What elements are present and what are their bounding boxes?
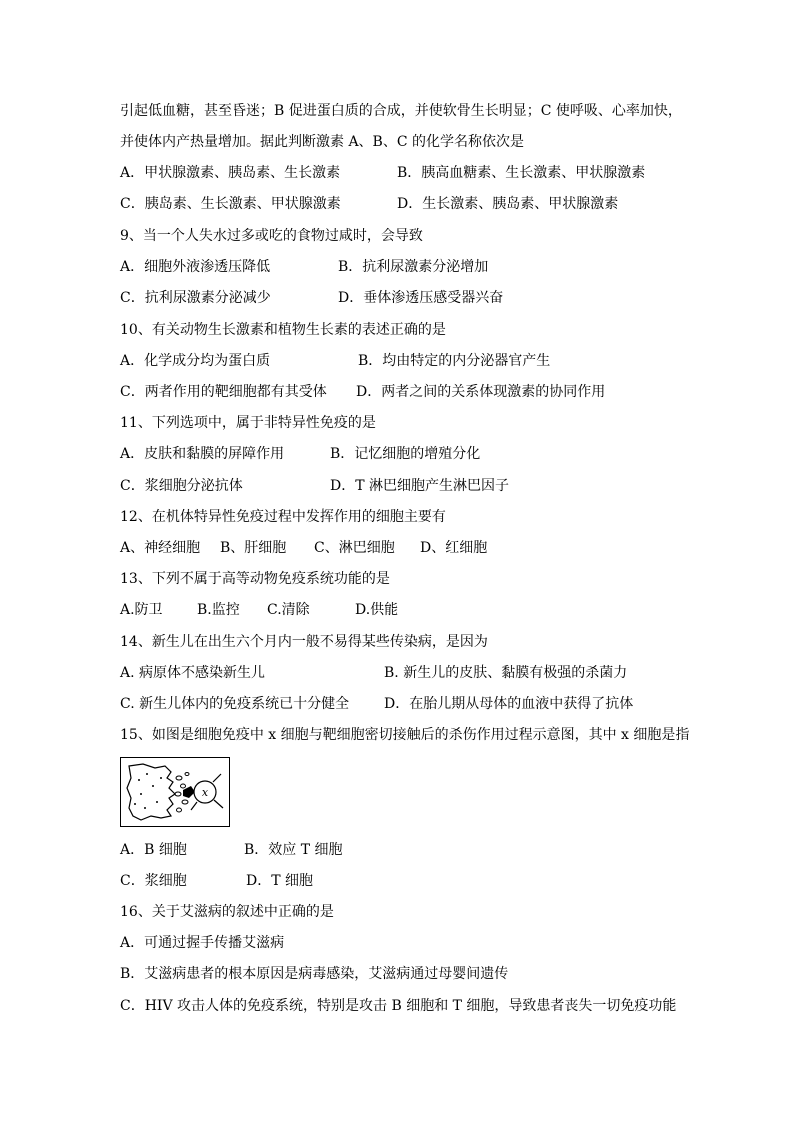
q10-option-d: D．两者之间的关系体现激素的协同作用 [356, 384, 606, 400]
q16-option-b: B．艾滋病患者的根本原因是病毒感染，艾滋病通过母婴间遗传 [120, 966, 509, 982]
q14-option-d: D．在胎儿期从母体的血液中获得了抗体 [384, 696, 634, 712]
q10-option-c: C．两者作用的靶细胞都有其受体 [120, 384, 327, 400]
q10-stem: 10、有关动物生长激素和植物生长素的表述正确的是 [120, 322, 446, 338]
q15-option-d: D．T 细胞 [246, 873, 314, 889]
q9-option-c: C．抗利尿激素分泌减少 [120, 290, 271, 306]
q11-option-b: B．记忆细胞的增殖分化 [330, 446, 481, 462]
q8-option-a: A．甲状腺激素、胰岛素、生长激素 [120, 165, 341, 181]
q14-option-b: B. 新生儿的皮肤、黏膜有极强的杀菌力 [384, 665, 628, 681]
q13-option-d: D.供能 [355, 602, 399, 618]
q16-option-a: A．可通过握手传播艾滋病 [120, 935, 285, 951]
q14-stem: 14、新生儿在出生六个月内一般不易得某些传染病，是因为 [120, 634, 488, 650]
q15-option-c: C．浆细胞 [120, 873, 187, 889]
q12-stem: 12、在机体特异性免疫过程中发挥作用的细胞主要有 [120, 509, 446, 525]
intro-line-1: 引起低血糖，甚至昏迷；B 促进蛋白质的合成，并使软骨生长明显；C 使呼吸、心率加快， [120, 103, 682, 119]
q15-option-a: A．B 细胞 [120, 842, 187, 858]
q15-stem: 15、如图是细胞免疫中 x 细胞与靶细胞密切接触后的杀伤作用过程示意图，其中 x 细胞是指 [120, 727, 690, 743]
q9-option-d: D．垂体渗透压感受器兴奋 [338, 290, 504, 306]
q9-stem: 9、当一个人失水过多或吃的食物过咸时，会导致 [120, 228, 423, 244]
q11-stem: 11、下列选项中，属于非特异性免疫的是 [120, 415, 376, 431]
cell-immunity-figure [120, 757, 230, 827]
q14-option-a: A. 病原体不感染新生儿 [120, 665, 266, 681]
q10-option-a: A．化学成分均为蛋白质 [120, 353, 271, 369]
q11-option-c: C．浆细胞分泌抗体 [120, 478, 243, 494]
q16-option-c: C．HIV 攻击人体的免疫系统，特别是攻击 B 细胞和 T 细胞，导致患者丧失一切免疫功能 [120, 998, 677, 1014]
q12-option-c: C、淋巴细胞 [314, 540, 395, 556]
q8-option-c: C．胰岛素、生长激素、甲状腺激素 [120, 196, 341, 212]
q16-stem: 16、关于艾滋病的叙述中正确的是 [120, 904, 334, 920]
q9-option-a: A．细胞外液渗透压降低 [120, 259, 271, 275]
q12-option-b: B、肝细胞 [220, 540, 287, 556]
q12-option-d: D、红细胞 [420, 540, 488, 556]
q13-option-a: A.防卫 [120, 602, 163, 618]
x-cell-label: x [201, 786, 209, 799]
q13-stem: 13、下列不属于高等动物免疫系统功能的是 [120, 571, 390, 587]
q14-option-c: C. 新生儿体内的免疫系统已十分健全 [120, 696, 350, 712]
intro-line-2: 并使体内产热量增加。据此判断激素 A、B、C 的化学名称依次是 [120, 134, 525, 150]
q11-option-a: A．皮肤和黏膜的屏障作用 [120, 446, 285, 462]
q10-option-b: B．均由特定的内分泌器官产生 [358, 353, 551, 369]
q12-option-a: A、神经细胞 [120, 540, 201, 556]
q11-option-d: D．T 淋巴细胞产生淋巴因子 [330, 478, 510, 494]
x-cell-attacking-target-cell-diagram [121, 758, 229, 826]
q13-option-c: C.清除 [267, 602, 310, 618]
q15-option-b: B．效应 T 细胞 [244, 842, 343, 858]
q9-option-b: B．抗利尿激素分泌增加 [338, 259, 489, 275]
q8-option-b: B．胰高血糖素、生长激素、甲状腺激素 [397, 165, 646, 181]
q8-option-d: D．生长激素、胰岛素、甲状腺激素 [397, 196, 619, 212]
target-cell-outline [127, 764, 175, 820]
q13-option-b: B.监控 [197, 602, 240, 618]
